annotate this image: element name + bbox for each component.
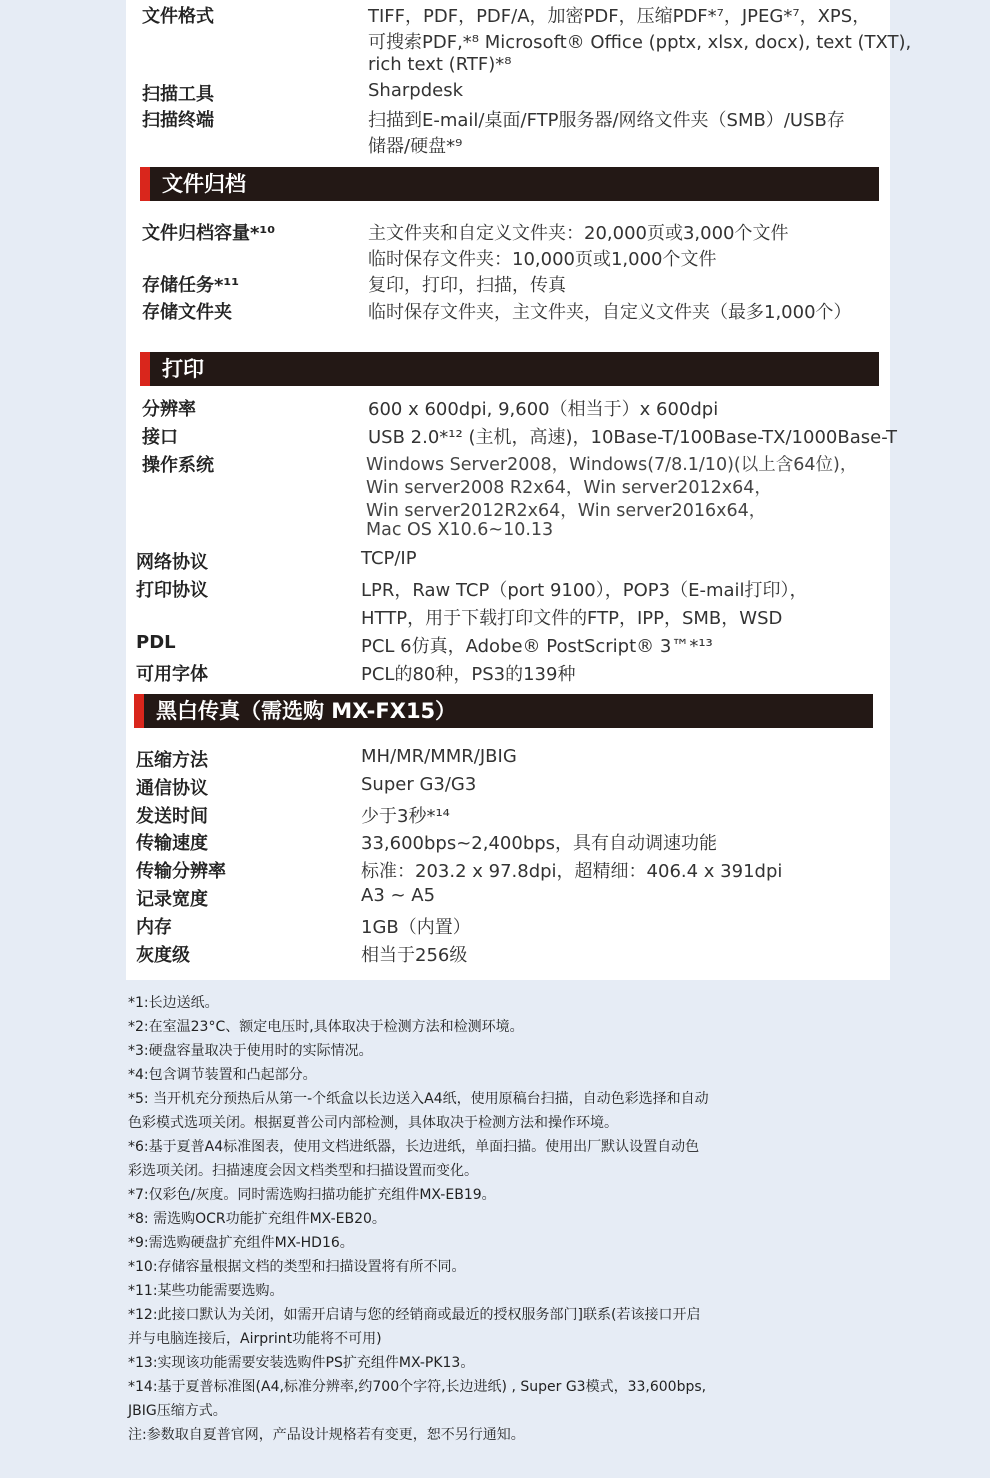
print-protocol-line-1: LPR，Raw TCP（port 9100），POP3（E-mail打印）， bbox=[361, 580, 808, 601]
footnote: *8: 需选购OCR功能扩充组件MX-EB20。 bbox=[128, 1211, 386, 1227]
print-section-header bbox=[140, 352, 879, 386]
fax-row-value: 标准：203.2 x 97.8dpi，超精细：406.4 x 391dpi bbox=[361, 861, 783, 882]
print-os-line-2: Win server2008 R2x64，Win server2012x64， bbox=[366, 478, 772, 498]
fax-section-header bbox=[134, 694, 873, 728]
file-format-line-3: rich text (RTF)*⁸ bbox=[368, 54, 512, 75]
footnote: 彩选项关闭。扫描速度会因文档类型和扫描设置而变化。 bbox=[128, 1163, 478, 1179]
footnote: *10:存储容量根据文档的类型和扫描设置将有所不同。 bbox=[128, 1259, 466, 1275]
filing-capacity-line-1: 主文件夹和自定义文件夹：20,000页或3,000个文件 bbox=[368, 223, 789, 244]
filing-jobs-label: 存储任务*¹¹ bbox=[142, 275, 240, 296]
fax-row-label: 传输速度 bbox=[136, 833, 208, 854]
print-os-line-4: Mac OS X10.6~10.13 bbox=[366, 520, 554, 540]
fax-row-label: 通信协议 bbox=[136, 778, 208, 799]
print-resolution-value: 600 x 600dpi, 9,600（相当于）x 600dpi bbox=[368, 399, 719, 420]
print-interface-value: USB 2.0*¹² (主机，高速)，10Base-T/100Base-TX/1000Base-T bbox=[368, 427, 898, 448]
header-accent-bar bbox=[140, 352, 150, 386]
fax-row-value: Super G3/G3 bbox=[361, 774, 477, 795]
fax-row-value: MH/MR/MMR/JBIG bbox=[361, 746, 517, 767]
filing-section-header bbox=[140, 167, 879, 201]
print-os-label: 操作系统 bbox=[142, 455, 214, 476]
print-pdl-label: PDL bbox=[136, 632, 176, 653]
print-fonts-label: 可用字体 bbox=[136, 664, 208, 685]
fax-row-value: A3 ~ A5 bbox=[361, 885, 436, 906]
file-format-label: 文件格式 bbox=[142, 6, 214, 27]
fax-row-value: 相当于256级 bbox=[361, 945, 468, 966]
print-net-label: 网络协议 bbox=[136, 552, 208, 573]
footnote: *3:硬盘容量取决于使用时的实际情况。 bbox=[128, 1043, 373, 1059]
filing-folders-label: 存储文件夹 bbox=[142, 302, 232, 323]
footnote: *2:在室温23°C、额定电压时,具体取决于检测方法和检测环境。 bbox=[128, 1019, 524, 1035]
file-format-line-2: 可搜索PDF,*⁸ Microsoft® Office (pptx, xlsx, docx), text (TXT), bbox=[368, 32, 912, 53]
footnote: *14:基于夏普标准图(A4,标准分辨率,约700个字符,长边进纸) , Super G3模式，33,600bps, bbox=[128, 1379, 707, 1395]
fax-row-label: 压缩方法 bbox=[136, 750, 208, 771]
footnote: *4:包含调节装置和凸起部分。 bbox=[128, 1067, 317, 1083]
print-protocol-label: 打印协议 bbox=[136, 580, 208, 601]
print-net-value: TCP/IP bbox=[361, 548, 417, 569]
print-pdl-value: PCL 6仿真，Adobe® PostScript® 3™*¹³ bbox=[361, 636, 713, 657]
footnote: *5: 当开机充分预热后从第一-个纸盒以长边送入A4纸，使用原稿台扫描，自动色彩选择和自动 bbox=[128, 1091, 709, 1107]
fax-row-value: 少于3秒*¹⁴ bbox=[361, 806, 450, 827]
print-interface-label: 接口 bbox=[142, 427, 178, 448]
footnote: *6:基于夏普A4标准图表，使用文档进纸器，长边进纸，单面扫描。使用出厂默认设置自动色 bbox=[128, 1139, 700, 1155]
print-resolution-label: 分辨率 bbox=[142, 399, 196, 420]
print-os-line-1: Windows Server2008，Windows(7/8.1/10)(以上含64位)， bbox=[366, 455, 858, 475]
fax-row-label: 记录宽度 bbox=[136, 889, 208, 910]
filing-capacity-line-2: 临时保存文件夹：10,000页或1,000个文件 bbox=[368, 249, 717, 270]
scan-dest-line-1: 扫描到E-mail/桌面/FTP服务器/网络文件夹（SMB）/USB存 bbox=[368, 110, 845, 131]
print-section-title: 打印 bbox=[162, 357, 204, 381]
footnote: *1:长边送纸。 bbox=[128, 995, 219, 1011]
footnote: 并与电脑连接后，Airprint功能将不可用) bbox=[128, 1331, 382, 1347]
print-fonts-value: PCL的80种，PS3的139种 bbox=[361, 664, 576, 685]
fax-row-value: 33,600bps~2,400bps，具有自动调速功能 bbox=[361, 833, 718, 854]
scan-dest-label: 扫描终端 bbox=[142, 110, 214, 131]
scan-dest-line-2: 储器/硬盘*⁹ bbox=[368, 136, 463, 157]
footnote: *12:此接口默认为关闭，如需开启请与您的经销商或最近的授权服务部门]联系(若该接口开启 bbox=[128, 1307, 701, 1323]
filing-jobs-value: 复印，打印，扫描，传真 bbox=[368, 275, 566, 296]
footnote: 注:参数取自夏普官网，产品设计规格若有变更，恕不另行通知。 bbox=[128, 1427, 525, 1443]
print-protocol-line-2: HTTP，用于下载打印文件的FTP，IPP，SMB，WSD bbox=[361, 608, 783, 629]
fax-row-label: 传输分辨率 bbox=[136, 861, 226, 882]
fax-section-title: 黑白传真（需选购 MX-FX15） bbox=[156, 699, 457, 723]
scan-tool-label: 扫描工具 bbox=[142, 84, 214, 105]
footnote: *7:仅彩色/灰度。同时需选购扫描功能扩充组件MX-EB19。 bbox=[128, 1187, 496, 1203]
fax-row-label: 灰度级 bbox=[136, 945, 190, 966]
footnote: *13:实现该功能需要安装选购件PS扩充组件MX-PK13。 bbox=[128, 1355, 475, 1371]
footnote: *9:需选购硬盘扩充组件MX-HD16。 bbox=[128, 1235, 354, 1251]
footnote: *11:某些功能需要选购。 bbox=[128, 1283, 284, 1299]
filing-folders-value: 临时保存文件夹，主文件夹，自定义文件夹（最多1,000个） bbox=[368, 302, 852, 323]
filing-capacity-label: 文件归档容量*¹⁰ bbox=[142, 223, 276, 244]
file-format-line-1: TIFF，PDF，PDF/A，加密PDF，压缩PDF*⁷，JPEG*⁷，XPS， bbox=[368, 6, 871, 27]
header-accent-bar bbox=[140, 167, 150, 201]
fax-row-label: 发送时间 bbox=[136, 806, 208, 827]
footnote: JBIG压缩方式。 bbox=[128, 1403, 227, 1419]
print-os-line-3: Win server2012R2x64，Win server2016x64， bbox=[366, 501, 767, 521]
filing-section-title: 文件归档 bbox=[162, 172, 246, 196]
fax-row-value: 1GB（内置） bbox=[361, 917, 471, 938]
fax-row-label: 内存 bbox=[136, 917, 172, 938]
header-accent-bar bbox=[134, 694, 144, 728]
footnote: 色彩模式选项关闭。根据夏普公司内部检测，具体取决于检测方法和操作环境。 bbox=[128, 1115, 618, 1131]
scan-tool-value: Sharpdesk bbox=[368, 80, 463, 101]
